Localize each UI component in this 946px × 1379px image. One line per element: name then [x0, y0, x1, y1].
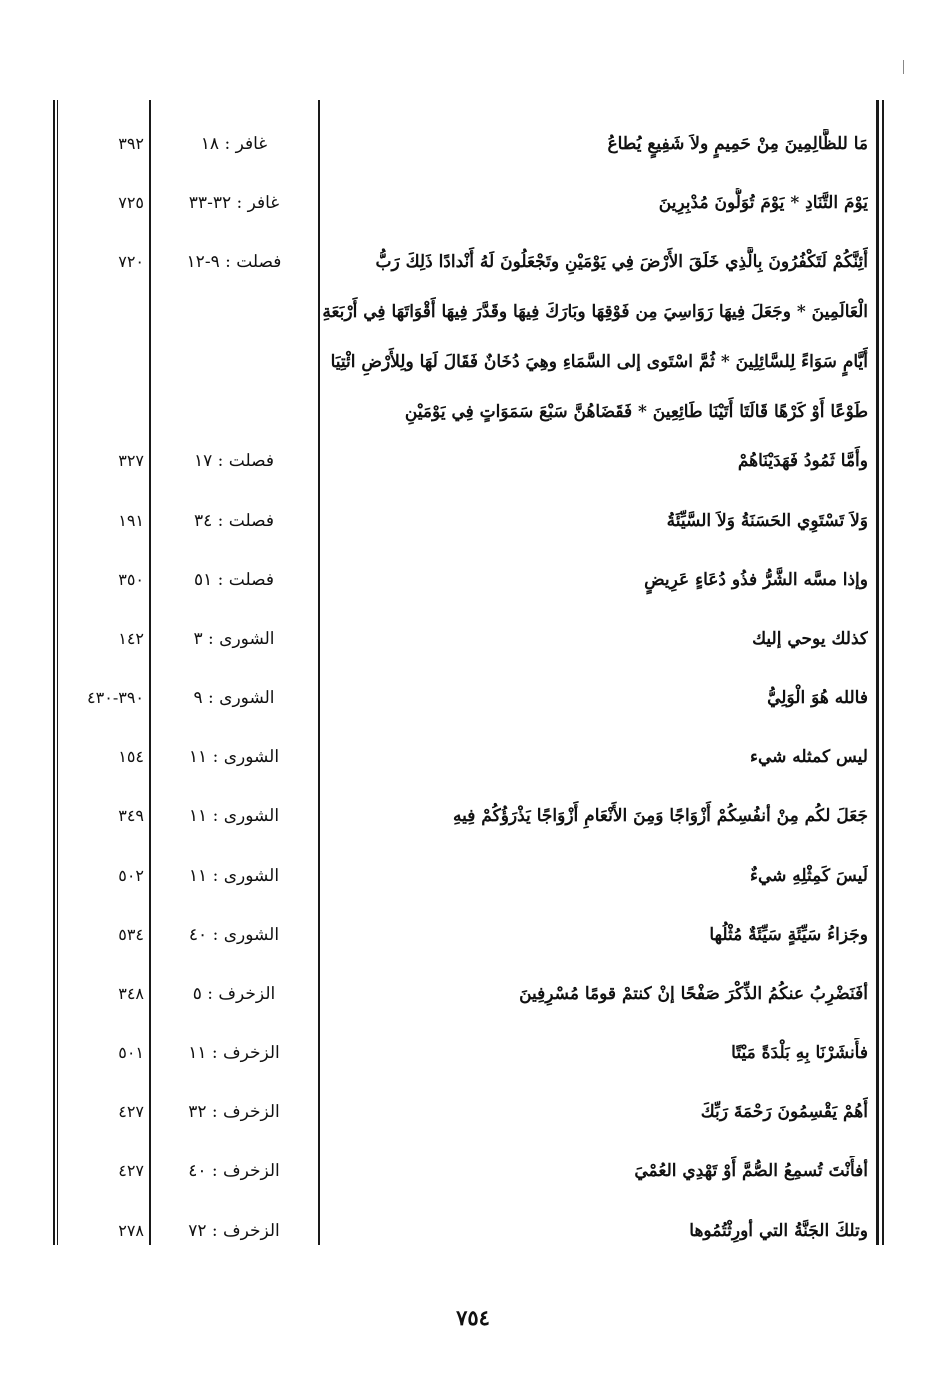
verse-text: يَوْمَ التَّنَادِ * يَوْمَ تُوَلُّونَ مُدْبِرِينَ: [658, 193, 868, 213]
page-references: ٣٤٨: [118, 984, 144, 1003]
page-references: ١٤٢: [118, 629, 144, 648]
surah-reference: الشورى : ١١: [188, 806, 280, 826]
surah-reference: الزخرف : ٣٢: [188, 1102, 280, 1122]
surah-reference: الشورى : ١١: [188, 747, 280, 767]
page-references: ٣٩٠-٤٣٠: [87, 688, 144, 707]
verse-text: كذلك يوحي إليك: [752, 629, 868, 649]
verse-line: أَيَّامٍ سَوَاءً لِلسَّائِلِينَ * ثُمَّ اسْتَوى إلى السَّمَاءِ وهِيَ دُخَانٌ فَقَالَ لَهَا ولِلأَرْضِ ائْتِيَا: [330, 352, 868, 372]
surah-reference: الشورى : ٣: [193, 629, 275, 649]
page-references: ١٩١: [118, 511, 144, 530]
surah-reference: فصلت : ١٧: [194, 451, 274, 471]
verse-text: فالله هُوَ الْوَلِيُّ: [767, 688, 868, 708]
verse-text: جَعَلَ لكُم مِنْ أنفُسِكُمْ أَزْوَاجًا وَمِنَ الأَنْعَامِ أَزْوَاجًا يَذْرَؤُكُمْ فِيهِ: [453, 806, 868, 826]
verse-text: أفأَنْتَ تُسمِعُ الصُّمَّ أَوْ تَهْدِي العُمْيَ: [634, 1161, 868, 1181]
surah-reference: غافر : ١٨: [200, 134, 268, 154]
verse-text: لَيسَ كَمِثْلِهِ شيءٌ: [749, 866, 868, 886]
verse-text: وجَزاءُ سَيِّئَةٍ سَيِّئَةٌ مُثْلُها: [709, 925, 868, 945]
verse-text: أفَنَضْرِبُ عنكُمُ الذِّكْرَ صَفْحًا إنْ كنتمْ قومًا مُسْرِفِينَ: [519, 984, 868, 1004]
page-references: ٣٢٧: [118, 451, 144, 470]
verse-line: أَئِنَّكُمْ لَتَكْفُرُونَ بِالَّذِي خَلَقَ الأَرْضَ فِي يَوْمَيْنِ وتَجْعَلُونَ لَهُ أَنْدادًا ذَلِكَ رَبُّ: [375, 252, 868, 272]
verse-text: ليس كمثله شيء: [749, 747, 868, 767]
page-references: ٥٣٤: [118, 925, 144, 944]
surah-reference: الشورى : ١١: [188, 866, 280, 886]
surah-reference: فصلت : ٩-١٢: [186, 252, 282, 272]
surah-reference: الشورى : ٤٠: [188, 925, 280, 945]
verse-text: مَا للظَّالِمِينَ مِنْ حَمِيمٍ ولاَ شَفِيعٍ يُطاعُ: [607, 134, 868, 154]
page-references: ٣٩٢: [118, 134, 144, 153]
surah-reference: الشورى : ٩: [193, 688, 275, 708]
page-references: ٥٠٢: [118, 866, 144, 885]
verse-text: وأَمَّا ثَمُودُ فَهَدَيْنَاهُمْ: [737, 451, 868, 471]
surah-reference: الزخرف : ١١: [188, 1043, 280, 1063]
page-references: ٥٠١: [118, 1043, 144, 1062]
page-references: ٣٤٩: [118, 806, 144, 825]
surah-reference: فصلت : ٣٤: [194, 511, 274, 531]
surah-reference: الزخرف : ٤٠: [188, 1161, 280, 1181]
verse-line: الْعَالَمِينَ * وجَعَلَ فِيهَا رَوَاسِيَ مِن فَوْقِهَا وبَارَكَ فِيهَا وقَدَّرَ فِيهَا أَقْوَاتَهَا فِي أَرْبَعَةِ: [322, 302, 868, 322]
page-references: ٤٢٧: [118, 1102, 144, 1121]
surah-reference: الزخرف : ٥: [192, 984, 276, 1004]
verse-text: أَهُمْ يَقْسِمُونَ رَحْمَةَ رَبِّكَ: [700, 1102, 868, 1122]
page-references: ١٥٤: [118, 747, 144, 766]
verse-text: فأَنشَرْنَا بِهِ بَلْدَةً مَيْتًا: [731, 1043, 868, 1063]
page-number: ٧٥٤: [456, 1305, 490, 1330]
verse-text: وَلاَ تَسْتَوِي الحَسَنَةُ وَلاَ السَّيِّئَةُ: [666, 511, 868, 531]
verse-text: وتلكَ الجَنَّةُ التي أورِثْتُمُوها: [689, 1221, 868, 1241]
verse-text: وإذا مسَّه الشَّرُّ فذُو دُعَاءٍ عَرِيضٍ: [644, 570, 868, 590]
page-references: ٣٥٠: [118, 570, 144, 589]
surah-reference: فصلت : ٥١: [194, 570, 274, 590]
verse-text-multiline: [320, 247, 868, 447]
page-references: ٤٢٧: [118, 1161, 144, 1180]
page-references: ٧٢٠: [118, 252, 144, 271]
page-references: ٧٢٥: [118, 193, 144, 212]
verse-line: طَوْعًا أَوْ كَرْهًا قَالَتَا أَتَيْنَا طَائِعِينَ * فَقَضَاهُنَّ سَبْعَ سَمَوَاتٍ فِي يَوْمَيْنِ: [404, 402, 868, 422]
surah-reference: الزخرف : ٧٢: [188, 1221, 280, 1241]
page-references: ٢٧٨: [118, 1221, 144, 1240]
surah-reference: غافر : ٣٢-٣٣: [188, 193, 280, 213]
